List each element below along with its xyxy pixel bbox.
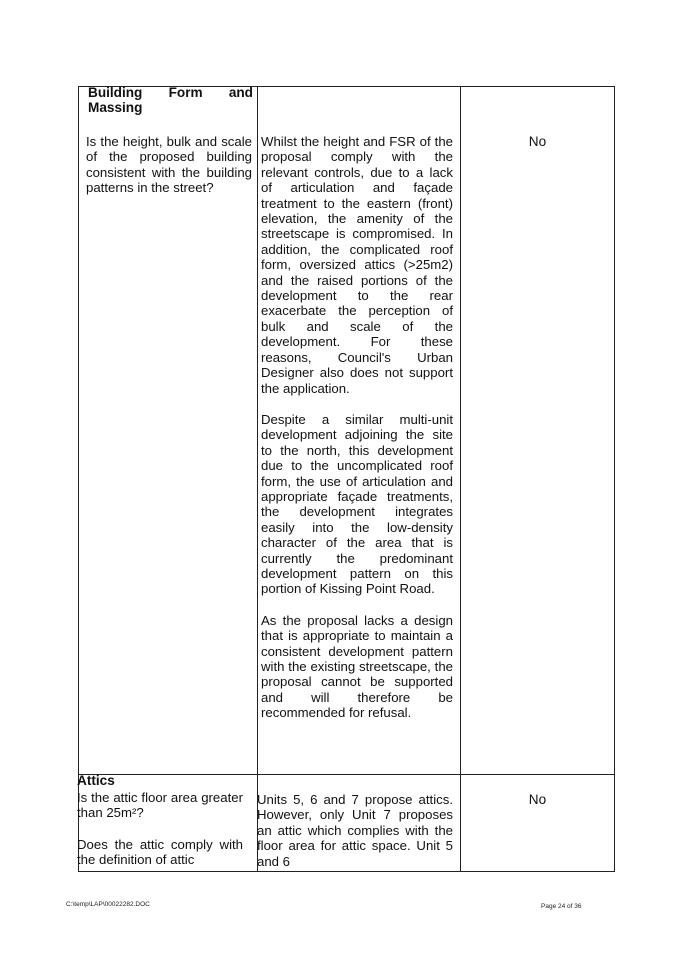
footer-page-number: Page 24 of 36: [541, 903, 582, 910]
table-border-right: [614, 86, 615, 872]
comment-paragraph-1: Whilst the height and FSR of the proposal comply with the relevant controls, due to a lack of articulation and façade treatment to the eastern (front) elevation, the amenity of the streetscape is compromised. In addition, the complicated roof form, oversized attics (>25m2) and the raised portions of the development to the rear exacerbate the perception of bulk and scale of the development. For these reasons, Council's Urban Designer also does not support the application.: [261, 134, 453, 396]
comment-building-form: [261, 134, 453, 721]
compliance-attics: No: [528, 792, 547, 807]
table-border-bottom: [78, 871, 615, 872]
comment-paragraph-3: As the proposal lacks a design that is appropriate to maintain a consistent development pattern with the existing streetscape, the proposal cannot be supported and will therefore be recommended for refusal.: [261, 612, 453, 721]
section-heading-building-form: Building Form and Massing: [88, 85, 253, 116]
question-building-bulk: Is the height, bulk and scale of the proposed building consistent with the building patterns in the street?: [86, 134, 252, 196]
table-border-left: [78, 86, 79, 872]
question-attic-area: Is the attic floor area greater than 25m²? Does the attic comply with the definition of attic: [77, 790, 243, 868]
compliance-building-form: No: [528, 134, 547, 149]
table-row-divider: [78, 774, 615, 775]
table-divider-col1: [257, 86, 258, 872]
section-heading-attics: Attics: [77, 773, 115, 788]
comment-paragraph-2: Despite a similar multi-unit development adjoining the site to the north, this development due to the uncomplicated roof form, the use of articulation and appropriate façade treatments, the development integrates easily into the low-density character of the area that is currently the predominant development pattern on this portion of Kissing Point Road.: [261, 411, 453, 597]
table-divider-col2: [460, 86, 461, 872]
comment-attics: Units 5, 6 and 7 propose attics. However, only Unit 7 proposes an attic which complies with the floor area for attic space. Unit 5 and 6: [257, 792, 453, 869]
footer-file-path: C:\temp\LAP\00022282.DOC: [66, 901, 150, 908]
